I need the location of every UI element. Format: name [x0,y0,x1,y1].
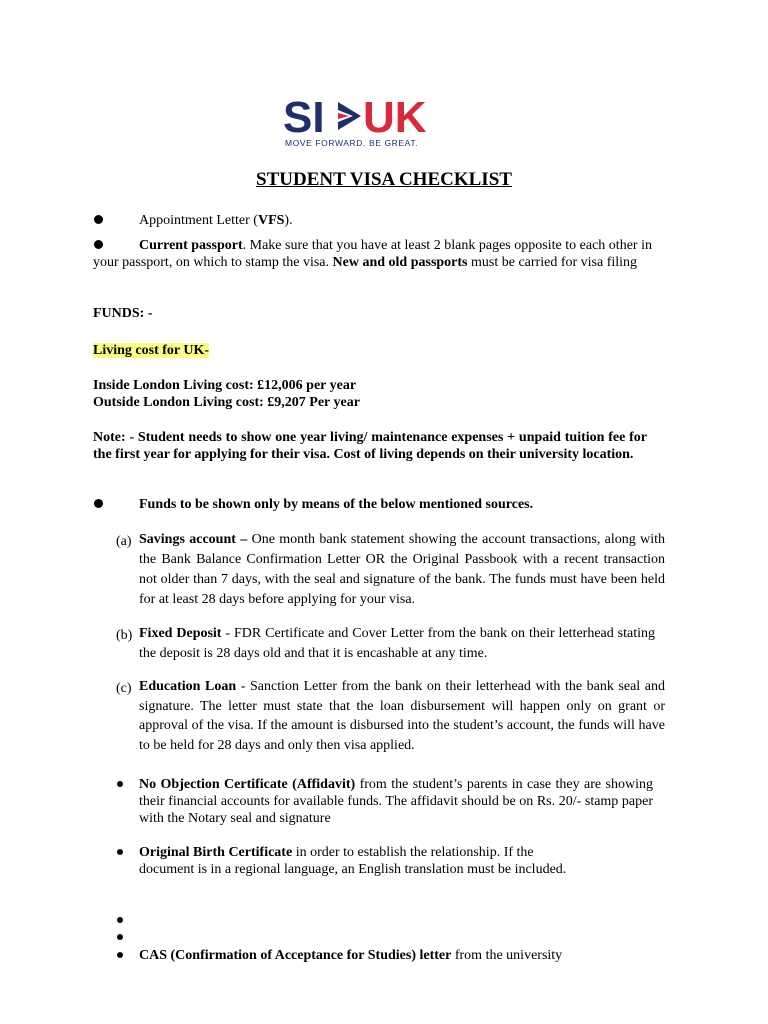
source-marker-c: (c) [116,681,132,696]
inside-london-cost: Inside London Living cost: £12,006 per year [93,378,357,393]
savings-bold: Savings account – [139,532,248,547]
education-loan-text: - Sanction Letter from the bank on their letterhead with the bank seal and signature. The letter must state that the loan disbursement will happen only on grant or approval of the visa. If the amount is disbursed into the student’s account, the funds will have to be held for 28 days and only then visa applied. [139,679,665,753]
passport-text-2: must be carried for visa filing [467,255,638,270]
funds-sources-item: Funds to be shown only by means of the below mentioned sources. [139,497,534,512]
source-marker-a: (a) [116,534,132,549]
logo-si-text: SI [283,96,325,142]
passport-bold-2: New and old passports [332,255,468,270]
fixed-deposit-text: - FDR Certificate and Cover Letter from the bank on their letterhead stating the deposit is 28 days old and that it is encashable at any time. [139,626,655,661]
bullet-icon [117,917,123,923]
source-fixed-deposit [139,624,655,664]
cas-text: from the university [451,948,563,963]
outside-london-cost: Outside London Living cost: £9,207 Per year [93,395,360,410]
noc-text: from the student’s parents in case they are showing their financial accounts for available funds. The affidavit should be on Rs. 20/- stamp paper with the Notary seal and signature [139,777,653,826]
fixed-deposit-bold: Fixed Deposit [139,626,222,641]
birth-certificate-text: in order to establish the relationship. If the document is in a regional language, an English translation must be included. [139,845,567,877]
source-savings-account [139,530,665,610]
passport-item [93,237,652,271]
source-education-loan [139,677,665,755]
note-paragraph: Note: - Student needs to show one year living/ maintenance expenses + unpaid tuition fee for the first year for applying for their visa. Cost of living depends on their university location. [93,430,647,462]
page-title: STUDENT VISA CHECKLIST [256,169,512,190]
si-uk-logo [283,96,483,152]
appointment-text: Appointment Letter ( [139,213,258,228]
funds-heading: FUNDS: - [93,306,153,321]
document-noc [139,776,653,827]
appointment-tail: ). [284,213,293,228]
passport-bold: Current passport [139,238,243,253]
bullet-icon [117,849,123,855]
bullet-icon [117,781,123,787]
bullet-icon [117,952,123,958]
bullet-icon [117,934,123,940]
birth-certificate-bold: Original Birth Certificate [139,845,293,860]
appointment-bold: VFS [257,213,285,228]
logo-flag-mark [338,102,361,130]
living-cost-heading: Living cost for UK- [93,343,210,358]
noc-bold: No Objection Certificate (Affidavit) [139,777,356,792]
logo-tagline: MOVE FORWARD. BE GREAT. [285,138,419,148]
bullet-icon [94,499,103,508]
document-birth-certificate [139,844,581,878]
source-marker-b: (b) [116,628,133,643]
document-cas [139,947,659,964]
savings-text: One month bank statement showing the account transactions, along with the Bank Balance Confirmation Letter OR the Original Passbook with a recent transaction not older than 7 days, with the seal and signature of the bank. The funds must have been held for at least 28 days before applying for your visa. [139,532,665,607]
logo-uk-text: UK [363,96,427,142]
passport-text: . Make sure that you have at least 2 blank pages opposite to each other in your passport, on which to stamp the visa. [93,238,652,270]
education-loan-bold: Education Loan [139,679,237,694]
cas-bold: CAS (Confirmation of Acceptance for Studies) letter [139,948,452,963]
logo-graphic [283,96,483,152]
bullet-icon [94,215,103,224]
appointment-item [139,212,679,229]
